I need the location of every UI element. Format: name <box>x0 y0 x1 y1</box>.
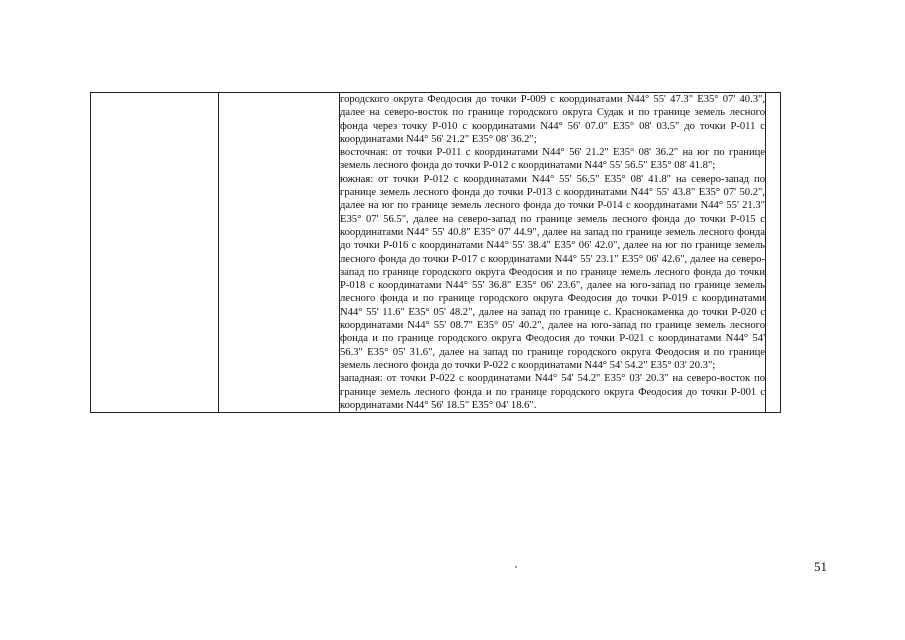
table-row <box>91 93 781 413</box>
boundary-table <box>90 92 781 413</box>
scan-speck <box>515 566 517 568</box>
table-cell-empty-4 <box>766 93 781 413</box>
boundary-paragraph-north-end: городского округа Феодосия до точки Р-009 с координатами N44° 55' 47.3" E35° 07' 40.3", далее на северо-восток по границе городского округа Судак и по границе земель лесного фонда через точку Р-010 с координатами N44° 56' 07.0" E35° 08' 03.5" до точки Р-011 с координатами N44° 56' 21.2" E35° 08' 36.2"; <box>340 94 765 145</box>
table-cell-empty-2 <box>219 93 340 413</box>
boundary-paragraph-south: южная: от точки Р-012 с координатами N44° 55' 56.5" E35° 08' 41.8" на северо-запад по границе земель лесного фонда до точки Р-013 с координатами N44° 55' 43.8" E35° 07' 50.2", далее на юг по границе земель лесного фонда до точки Р-014 с координатами N44° 55' 21.3" E35° 07' 56.5", далее на северо-запад по границе земель лесного фонда до точки Р-015 с координатами N44° 55' 40.8" E35° 07' 44.9", далее на запад по границе земель лесного фонда до точки Р-016 с координатами N44° 55' 38.4" E35° 06' 42.0", далее на юг по границе земель лесного фонда до точки Р-017 с координатами N44° 55' 23.1" E35° 06' 42.6", далее на северо-запад по границе городского округа Феодосия и по границе земель лесного фонда до точки Р-018 с координатами N44° 55' 36.8" E35° 06' 23.6", далее на юго-запад по границе земель лесного фонда и по границе городского округа Феодосия до точки Р-019 с координатами N44° 55' 11.6" E35° 05' 48.2", далее на запад по границе с. Краснокаменка до точки Р-020 с координатами N44° 55' 08.7" E35° 05' 40.2", далее на юго-запад по границе земель лесного фонда и по границе городского округа Феодосия до точки Р-021 с координатами N44° 54' 56.3" E35° 05' 31.6", далее на запад по границе городского округа Феодосия и по границе земель лесного фонда до точки Р-022 с координатами N44° 54' 54.2" E35° 03' 20.3"; <box>340 173 765 371</box>
table-cell-empty-1 <box>91 93 219 413</box>
boundary-paragraph-east: восточная: от точки Р-011 с координатами N44° 56' 21.2" E35° 08' 36.2" на юг по границе земель лесного фонда до точки Р-012 с координатами N44° 55' 56.5" E35° 08' 41.8"; <box>340 147 765 172</box>
boundary-description-cell <box>340 93 766 413</box>
boundary-paragraph-west: западная: от точки Р-022 с координатами N44° 54' 54.2" E35° 03' 20.3" на северо-восток по границе земель лесного фонда и по границе городского округа Феодосия до точки Р-001 с координатами N44° 56' 18.5" E35° 04' 18.6". <box>340 373 765 411</box>
page-number: 51 <box>814 559 827 574</box>
